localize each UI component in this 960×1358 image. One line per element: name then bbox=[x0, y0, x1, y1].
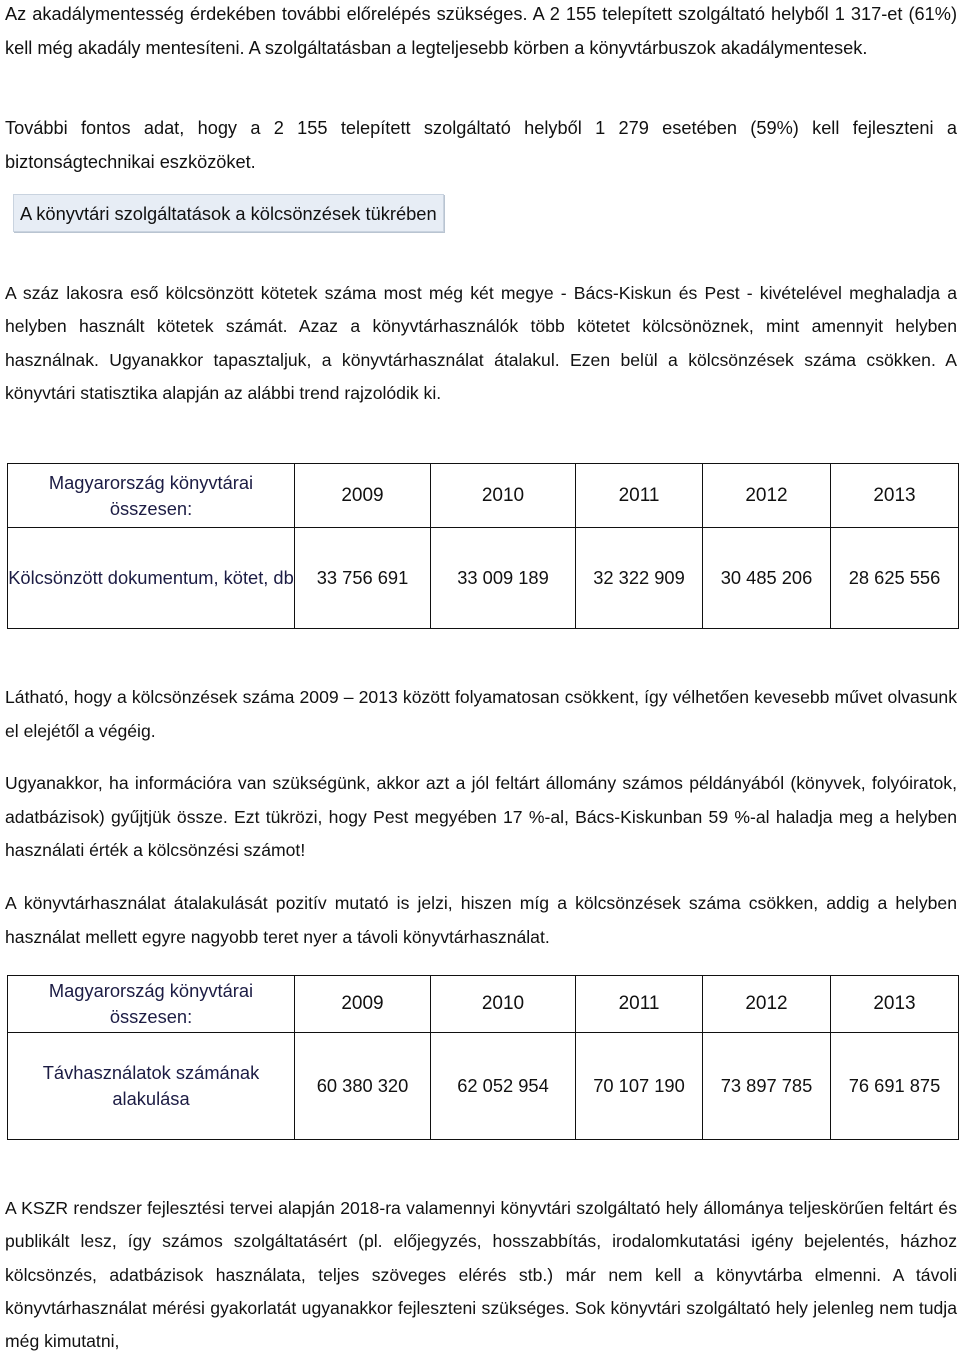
remote-table-value: 70 107 190 bbox=[576, 1033, 703, 1140]
lending-table-data-row bbox=[8, 528, 959, 629]
lending-table-year: 2011 bbox=[576, 464, 703, 528]
remote-table-year: 2009 bbox=[295, 976, 431, 1033]
accessibility-paragraph: Az akadálymentesség érdekében további előrelépés szükséges. A 2 155 telepített szolgáltató helyből 1 317-et (61%) kell még akadály mentesíteni. A szolgáltatásban a legteljesebb körben a könyvtárbuszok akadálymentesek. bbox=[5, 4, 957, 58]
lending-table-header-row bbox=[8, 464, 959, 528]
remote-table-year: 2013 bbox=[831, 976, 959, 1033]
lending-table-value: 28 625 556 bbox=[831, 528, 959, 629]
remote-table-header-row bbox=[8, 976, 959, 1033]
remote-table-value: 60 380 320 bbox=[295, 1033, 431, 1140]
section-heading: A könyvtári szolgáltatások a kölcsönzések tükrében bbox=[13, 194, 444, 232]
remote-use-paragraph: A könyvtárhasználat átalakulását pozitív mutató is jelzi, hiszen míg a kölcsönzések száma csökken, addig a helyben használat mellett egyre nagyobb teret nyer a távoli könyvtárhasználat. bbox=[5, 893, 957, 947]
remote-table-year: 2010 bbox=[431, 976, 576, 1033]
remote-table-value: 73 897 785 bbox=[703, 1033, 831, 1140]
remote-table-value: 62 052 954 bbox=[431, 1033, 576, 1140]
information-paragraph: Ugyanakkor, ha információra van szükségünk, akkor azt a jól feltárt állomány számos példányából (könyvek, folyóiratok, adatbázisok) gyűjtjük össze. Ezt tükrözi, hogy Pest megyében 17 %-al, Bács-Kiskunban 59 %-al haladja meg a helyben használati érték a kölcsönzési számot! bbox=[5, 773, 957, 860]
remote-use-table bbox=[7, 975, 959, 1140]
lending-table-year: 2010 bbox=[431, 464, 576, 528]
lending-table-header-label: Magyarország könyvtárai összesen: bbox=[8, 464, 295, 528]
remote-table-row-label: Távhasználatok számának alakulása bbox=[8, 1033, 295, 1140]
remote-table-value: 76 691 875 bbox=[831, 1033, 959, 1140]
security-paragraph: További fontos adat, hogy a 2 155 telepített szolgáltató helyből 1 279 esetében (59%) kell fejleszteni a biztonságtechnikai eszközöket. bbox=[5, 118, 957, 172]
lending-table bbox=[7, 463, 959, 629]
kszr-paragraph: A KSZR rendszer fejlesztési tervei alapján 2018-ra valamennyi könyvtári szolgáltató hely állománya teljeskörűen feltárt és publikált lesz, így számos szolgáltatásért (pl. előjegyzés, hosszabbítás, irodalomkutatási igény bejelentés, házhoz kölcsönzés, adatbázisok használata, teljes szöveges elérés stb.) már nem kell a könyvtárba elmenni. A távoli könyvtárhasználat mérési gyakorlatát ugyanakkor fejleszteni szükséges. Sok könyvtári szolgáltató hely jelenleg nem tudja még kimutatni, bbox=[5, 1198, 957, 1352]
lending-table-year: 2012 bbox=[703, 464, 831, 528]
lending-table-value: 33 009 189 bbox=[431, 528, 576, 629]
lending-table-row-label: Kölcsönzött dokumentum, kötet, db bbox=[8, 528, 295, 629]
lending-table-value: 30 485 206 bbox=[703, 528, 831, 629]
remote-table-year: 2012 bbox=[703, 976, 831, 1033]
lending-table-year: 2009 bbox=[295, 464, 431, 528]
lending-table-value: 32 322 909 bbox=[576, 528, 703, 629]
lending-trend-paragraph: Látható, hogy a kölcsönzések száma 2009 – 2013 között folyamatosan csökkent, így vélhetően kevesebb művet olvasunk el elejétől a végéig. bbox=[5, 687, 957, 741]
lending-table-year: 2013 bbox=[831, 464, 959, 528]
remote-table-year: 2011 bbox=[576, 976, 703, 1033]
remote-table-data-row bbox=[8, 1033, 959, 1140]
lending-intro-paragraph: A száz lakosra eső kölcsönzött kötetek száma most még két megye - Bács-Kiskun és Pest - kivételével meghaladja a helyben használt kötetek számát. Azaz a könyvtárhasználók több kötetet kölcsönöznek, mint amennyit helyben használnak. Ugyanakkor tapasztaljuk, a könyvtárhasználat átalakul. Ezen belül a kölcsönzések száma csökken. A könyvtári statisztika alapján az alábbi trend rajzolódik ki. bbox=[5, 283, 957, 403]
remote-table-header-label: Magyarország könyvtárai összesen: bbox=[8, 976, 295, 1033]
lending-table-value: 33 756 691 bbox=[295, 528, 431, 629]
